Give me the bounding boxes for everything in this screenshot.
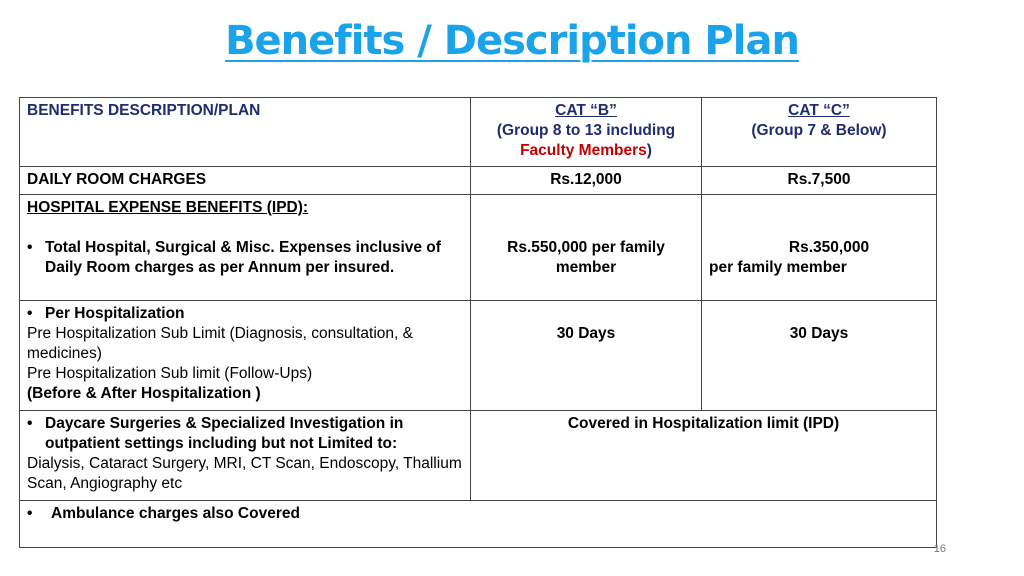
- table-row: [20, 167, 937, 195]
- cat-b-title: CAT “B”: [555, 102, 617, 119]
- bullet-icon: •: [27, 505, 33, 522]
- header-benefits-description: [20, 98, 471, 167]
- cat-b-subtitle: (Group 8 to 13 including: [496, 122, 676, 139]
- cat-b-close-paren: ): [646, 142, 652, 159]
- list-item: [27, 414, 463, 454]
- table-row: [20, 411, 937, 501]
- per-hospitalization-cat-b: 30 Days: [556, 325, 616, 342]
- page-number: 16: [933, 543, 946, 555]
- table-row: [20, 195, 937, 301]
- daily-room-label: DAILY ROOM CHARGES: [27, 171, 207, 188]
- ambulance-cell: [20, 501, 937, 548]
- daycare-detail: Dialysis, Cataract Surgery, MRI, CT Scan, Endoscopy, Thallium Scan, Angiography etc: [27, 455, 462, 492]
- per-hospitalization-cat-c: 30 Days: [789, 325, 849, 342]
- hospital-expense-cell: [20, 195, 471, 301]
- daycare-bullet: Daycare Surgeries & Specialized Investigation in outpatient settings including but not Limited to:: [45, 415, 404, 452]
- hospital-expense-cat-c-cell: [702, 195, 937, 301]
- daily-room-cat-b: Rs.12,000: [471, 167, 702, 195]
- list-item: [27, 304, 463, 324]
- bullet-icon: •: [27, 415, 33, 432]
- daycare-cell: [20, 411, 471, 501]
- header-col1-label: BENEFITS DESCRIPTION/PLAN: [27, 102, 261, 119]
- pre-hospitalization-sub-limit: Pre Hospitalization Sub Limit (Diagnosis, consultation, & medicines): [27, 325, 413, 362]
- header-cat-b: [471, 98, 702, 167]
- pre-hospitalization-follow-ups: Pre Hospitalization Sub limit (Follow-Ups): [27, 365, 313, 382]
- bullet-icon: •: [27, 305, 33, 322]
- hospital-expense-cat-c-amount: Rs.350,000: [788, 239, 870, 256]
- table-header-row: [20, 98, 937, 167]
- hospital-expense-cat-b: Rs.550,000 per family member: [507, 239, 665, 276]
- cat-c-title: CAT “C”: [788, 102, 850, 119]
- daycare-covered: Covered in Hospitalization limit (IPD): [471, 411, 937, 501]
- hospital-expense-cat-b-cell: [471, 195, 702, 301]
- per-hospitalization-cell: [20, 301, 471, 411]
- cat-c-subtitle: (Group 7 & Below): [751, 122, 887, 139]
- daily-room-label-cell: [20, 167, 471, 195]
- header-cat-c: [702, 98, 937, 167]
- per-hospitalization-cat-c-cell: [702, 301, 937, 411]
- before-after-hospitalization: (Before & After Hospitalization ): [27, 385, 261, 402]
- list-item: [27, 238, 463, 278]
- hospital-expense-bullet: Total Hospital, Surgical & Misc. Expenses inclusive of Daily Room charges as per Annum per insured.: [45, 239, 441, 276]
- hospital-expense-heading: HOSPITAL EXPENSE BENEFITS (IPD):: [27, 199, 309, 216]
- table-row: [20, 301, 937, 411]
- page-title: Benefits / Description Plan: [225, 18, 799, 64]
- benefits-table: [19, 97, 937, 548]
- per-hospitalization-bullet: Per Hospitalization: [45, 305, 185, 322]
- ambulance-bullet: Ambulance charges also Covered: [51, 505, 300, 522]
- per-hospitalization-cat-b-cell: [471, 301, 702, 411]
- daily-room-cat-c: Rs.7,500: [702, 167, 937, 195]
- list-item: [27, 504, 929, 524]
- bullet-icon: •: [27, 239, 33, 256]
- cat-b-faculty: Faculty Members: [520, 142, 647, 159]
- table-row: [20, 501, 937, 548]
- hospital-expense-cat-c-unit: per family member: [709, 259, 847, 276]
